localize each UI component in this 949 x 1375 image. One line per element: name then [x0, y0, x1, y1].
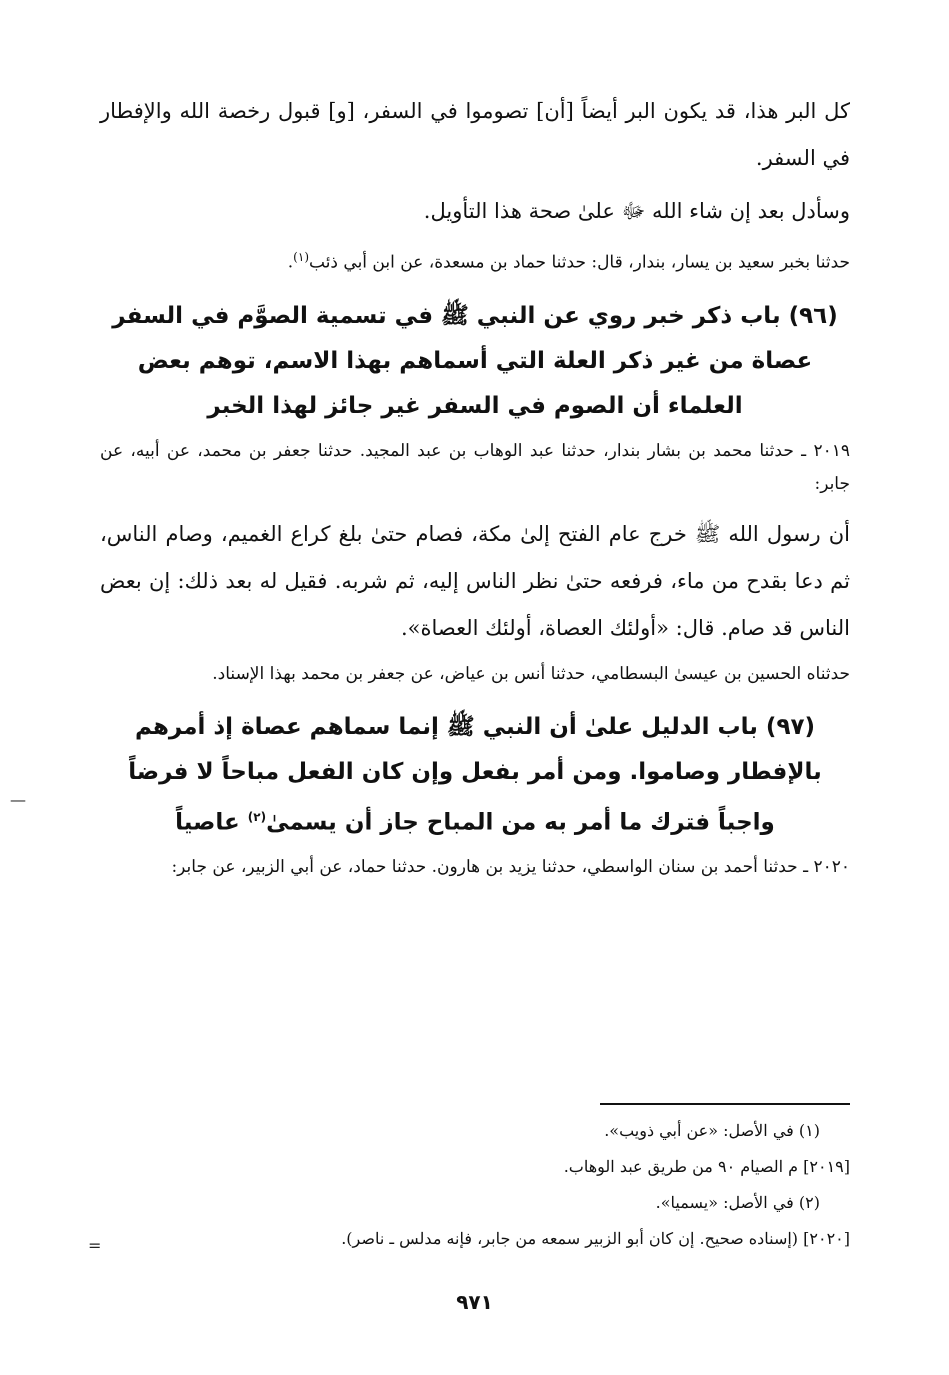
paragraph-intro: كل البر هذا، قد يكون البر أيضاً [أن] تصوموا في السفر، [و] قبول رخصة الله والإفطار في السفر. [100, 99, 850, 170]
margin-dash-mark: — [10, 790, 26, 809]
chapter-heading-96: (٩٦) باب ذكر خبر روي عن النبي ﷺ في تسمية الصوَّم في السفر عصاة من غير ذكر العلة التي أسماهم بهذا الاسم، توهم بعض العلماء أن الصوم في السفر غير جائز لهذا الخبر [112, 302, 838, 419]
isnad-said-text: حدثنا بخبر سعيد بن يسار، بندار، قال: حدثنا حماد بن مسعدة، عن ابن أبي ذئب [309, 252, 850, 273]
isnad-2020: ٢٠٢٠ ـ حدثنا أحمد بن سنان الواسطي، حدثنا يزيد بن هارون. حدثنا حماد، عن أبي الزبير، عن جابر: [171, 857, 850, 878]
margin-equals-mark: = [88, 1236, 102, 1255]
footnote-2: (٢) في الأصل: «يسميا». [655, 1193, 820, 1212]
heading-97-end: عاصياً [175, 809, 240, 836]
paragraph-promise: وسأدل بعد إن شاء الله ﷻ علىٰ صحة هذا التأويل. [423, 199, 850, 223]
footnote-2020: [٢٠٢٠] (إسناده صحيح. إن كان أبو الزبير سمعه من جابر، فإنه مدلس ـ ناصر). [341, 1229, 850, 1248]
footnote-ref-1: (١) [293, 250, 309, 264]
footnotes [100, 1103, 850, 1257]
footnote-divider [600, 1103, 850, 1105]
page-body [100, 88, 850, 894]
page-number: ٩٧١ [456, 1290, 493, 1314]
footnote-1: (١) في الأصل: «عن أبي ذويب». [604, 1121, 820, 1140]
isnad-2019-alt: حدثناه الحسين بن عيسىٰ البسطامي، حدثنا أنس بن عياض، عن جعفر بن محمد بهذا الإسناد. [212, 663, 850, 684]
chapter-heading-97 [100, 705, 850, 846]
isnad-said-end: . [287, 252, 294, 273]
paragraph-isnad-said [100, 241, 850, 280]
matn-2019: أن رسول الله ﷺ خرج عام الفتح إلىٰ مكة، فصام حتىٰ بلغ كراع الغميم، وصام الناس، ثم دعا بقدح من ماء، فرفعه حتىٰ نظر الناس إليه، ثم شربه. فقيل له بعد ذلك: إن بعض الناس قد صام. قال: «أولئك العصاة، أولئك العصاة». [100, 521, 850, 640]
heading-97-text: (٩٧) باب الدليل علىٰ أن النبي ﷺ إنما سماهم عصاة إذ أمرهم بالإفطار وصاموا. ومن أمر بفعل وإن كان الفعل مباحاً لا فرضاً واجباً فترك ما أمر به من المباح جاز أن يسمىٰ [128, 713, 822, 836]
footnote-ref-2: (٢) [247, 809, 267, 824]
isnad-2019: ٢٠١٩ ـ حدثنا محمد بن بشار بندار، حدثنا عبد الوهاب بن عبد المجيد. حدثنا جعفر بن محمد، عن أبيه، عن جابر: [100, 440, 850, 494]
footnote-2019: [٢٠١٩] م الصيام ٩٠ من طريق عبد الوهاب. [563, 1157, 850, 1176]
